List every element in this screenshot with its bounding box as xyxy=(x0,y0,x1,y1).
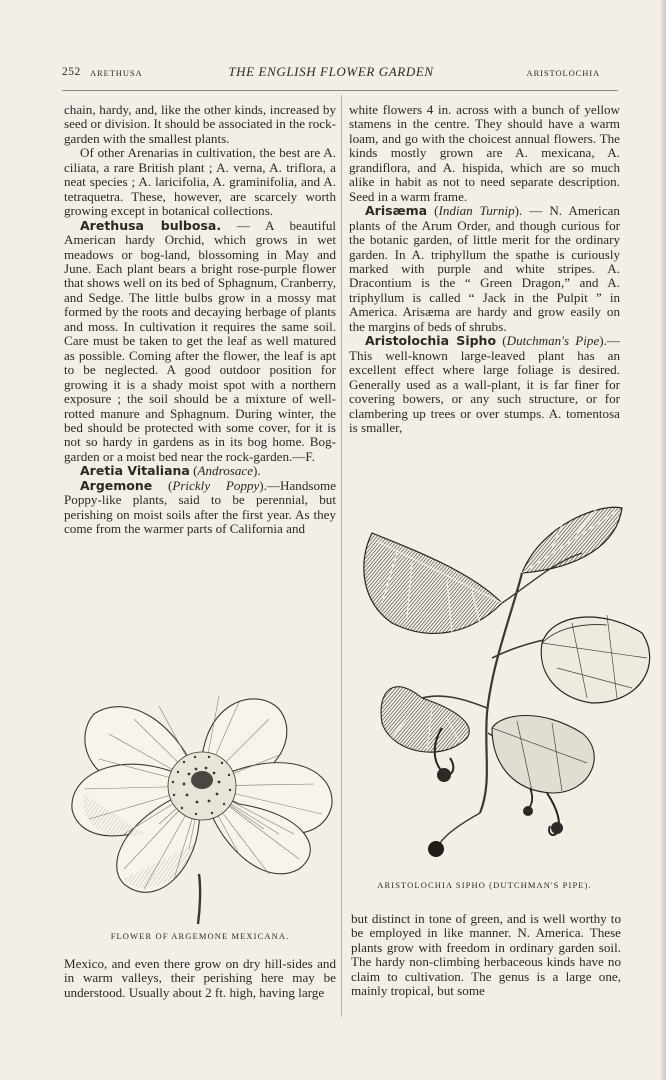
left-running-head: ARETHUSA xyxy=(90,68,143,78)
page-edge xyxy=(661,0,666,1080)
right-column-continuation xyxy=(351,912,621,999)
left-column-continuation xyxy=(64,957,336,1000)
paragraph: white flowers 4 in. across with a bunch of yellow stamens in the centre. They should have a warm loam, and go with the choicest annual flowers. The kinds mostly grown are A. mexicana, A. grandiflora, and A. hispida, which are so much alike in habit as not to need separate description. Seed in a warm frame. xyxy=(349,102,620,204)
entry-heading: Aretia Vitaliana xyxy=(80,463,190,479)
entry-heading: Arisæma xyxy=(365,203,428,219)
left-column-text xyxy=(64,103,336,537)
right-column-text xyxy=(349,103,620,435)
paragraph: but distinct in tone of green, and is well worthy to be employed in like manner. N. America. These plants grow with freedom in ordinary garden soil. The hardy non-climbing herbaceous kinds have no claim to cultivation. The genus is a large one, mainly tropical, but some xyxy=(351,911,621,999)
entry-heading: Argemone xyxy=(80,477,153,493)
paragraph: Of other Arenarias in cultivation, the best are A. ciliata, a rare British plant ; A. verna, A. triflora, a neat species ; A. laricifolia, A. graminifolia, and A. tetraquetra. These, however, are scarcely worth growing except in botanical collections. xyxy=(64,145,336,219)
aristolochia-illustration xyxy=(352,493,658,875)
running-header xyxy=(62,64,600,82)
page-number: 252 xyxy=(62,66,81,78)
entry-heading: Aristolochia Sipho xyxy=(365,333,497,349)
entry-arethusa: Arethusa bulbosa. — A beautiful American hardy Orchid, which grows in wet meadows or bog-land, blossoming in May and June. Each plant bears a bright rose-purple flower that shows well on its bed of Sphagnum, Cranberry, and Sedge. The little bulbs grow in a mossy mat formed by the roots and decaying herbage of plants and moss. In cultivation it requires the same soil. Care must be taken to get the leaf as well matured as possible. Coming after the flower, the leaf is apt to be neglected. A good outdoor position for growing it is a shady moist spot with a northern exposure ; the soil should be a mixture of well-rotted manure and Sphagnum. During winter, the bed should be protected with some cover, for it is not so hardy in gardens as in its bog home. Bog-garden or a moist bed near the rock-garden.—F. xyxy=(64,217,336,464)
entry-argemone: Argemone (Prickly Poppy).—Handsome Poppy-like plants, said to be perennial, but perishing on moist soils after the first year. As they come from the warmer parts of California and xyxy=(64,477,337,537)
paragraph: chain, hardy, and, like the other kinds, increased by seed or division. It should be associated in the rock-garden with the smallest plants. xyxy=(64,102,336,146)
paragraph: Mexico, and even there grow on dry hill-sides and in warm valleys, their perishing here may be understood. Usually about 2 ft. high, having large xyxy=(64,956,336,1000)
figure-caption: FLOWER OF ARGEMONE MEXICANA. xyxy=(110,931,290,941)
column-divider xyxy=(341,95,342,1017)
book-title: THE ENGLISH FLOWER GARDEN xyxy=(228,64,434,79)
argemone-flower-illustration xyxy=(64,674,340,926)
entry-heading: Arethusa bulbosa. xyxy=(80,217,222,233)
header-rule xyxy=(62,90,618,91)
entry-aretia: Aretia Vitaliana (Androsace). xyxy=(80,463,261,479)
right-running-head: ARISTOLOCHIA xyxy=(526,68,600,78)
figure-caption: ARISTOLOCHIA SIPHO (DUTCHMAN'S PIPE). xyxy=(377,880,592,890)
entry-aristolochia: Aristolochia Sipho (Dutchman's Pipe).—This well-known large-leaved plant has an excellent effect where large foliage is desired. Generally used as a wall-plant, it is far finer for covering bowers, or any such structure, or for clambering up trees or over stumps. A. tomentosa is smaller, xyxy=(349,333,621,435)
entry-arisaema: Arisæma (Indian Turnip). — N. American plants of the Arum Order, and though curious for the botanic garden, of little merit for the ordinary garden. In A. triphyllum the spathe is curiously marked with purple and white stripes. A. Dracontium is the “ Green Dragon,” and A. triphyllum is called “ Jack in the Pulpit ” in America. Arisæma are hardy and grow easily on the margins of beds of shrubs. xyxy=(349,203,620,334)
